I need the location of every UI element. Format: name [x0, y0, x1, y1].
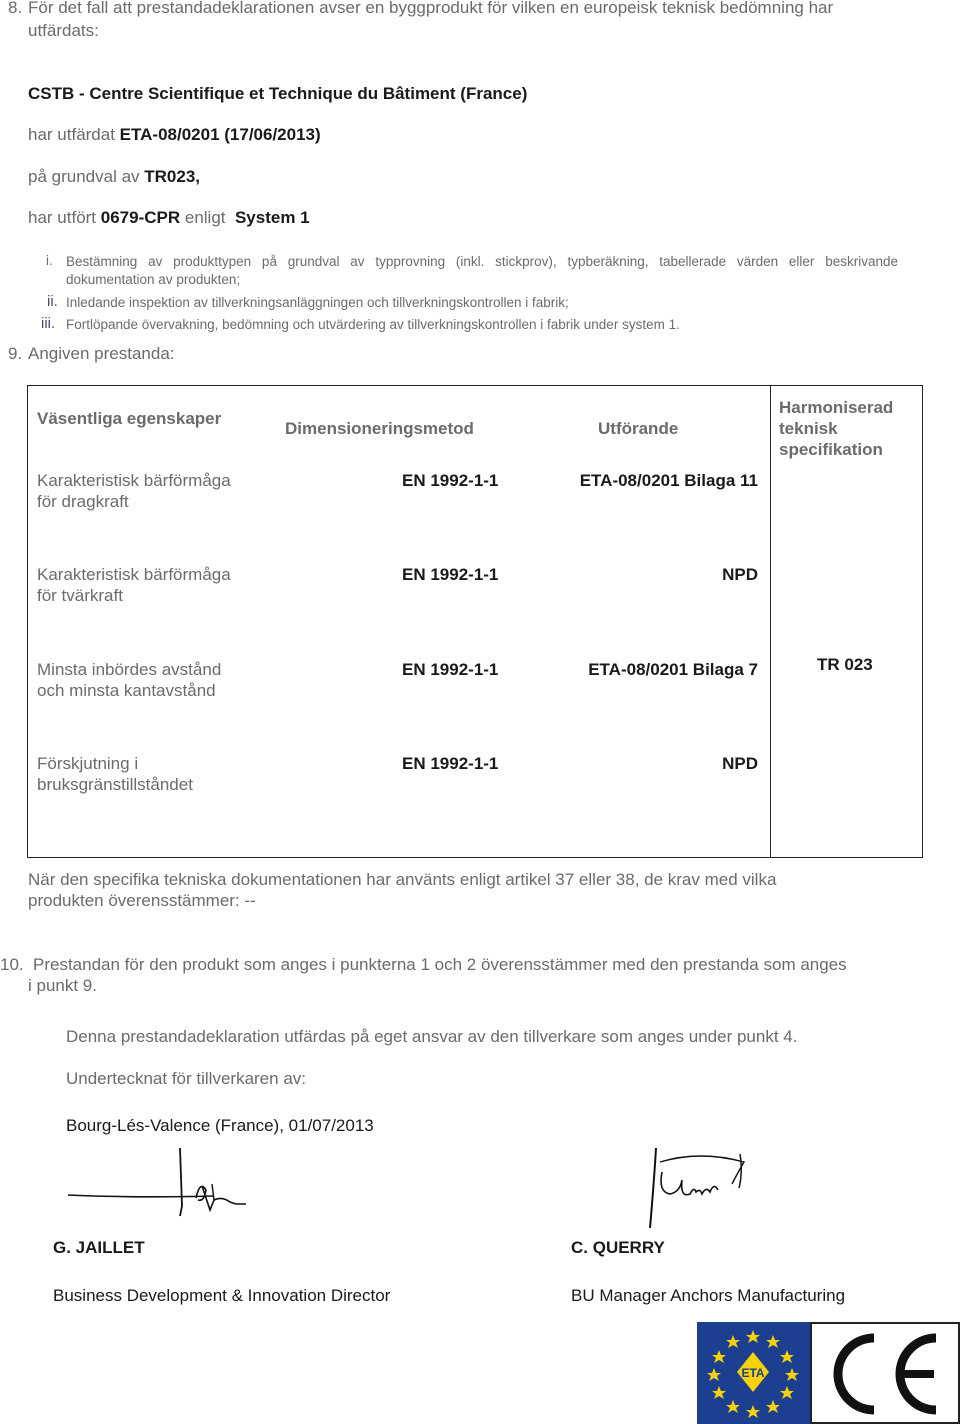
row-1-property-line2: för dragkraft — [37, 492, 129, 511]
section-9-title: Angiven prestanda: — [28, 344, 175, 363]
ce-mark-icon — [812, 1324, 958, 1422]
section-10-line1: Prestandan för den produkt som anges i punkterna 1 och 2 överensstämmer med den prestanda som anges — [33, 955, 847, 974]
row-3-property-line1: Minsta inbördes avstånd — [37, 660, 222, 679]
row-2-property-line2: för tvärkraft — [37, 586, 123, 605]
eta-logo — [697, 1322, 810, 1424]
row-3-property-line2: och minsta kantavstånd — [37, 681, 216, 700]
signature-querry — [640, 1142, 760, 1237]
row-3-performance: ETA-08/0201 Bilaga 7 — [588, 660, 758, 679]
section-8-intro-line1: För det fall att prestandadeklarationen avser en byggprodukt för vilken en europeisk teknisk bedömning har — [28, 0, 834, 17]
row-3-method: EN 1992-1-1 — [402, 660, 499, 679]
specific-documentation-note-line1: När den specifika tekniska dokumentationen har använts enligt artikel 37 eller 38, de krav med vilka — [28, 870, 777, 889]
header-essential-characteristics: Väsentliga egenskaper — [37, 409, 222, 428]
row-4-property-line2: bruksgränstillståndet — [37, 775, 193, 794]
issued-line — [28, 125, 321, 145]
basis-line — [28, 167, 200, 187]
specific-documentation-note-line2: produkten överensstämmer: -- — [28, 891, 256, 910]
place-and-date: Bourg-Lés-Valence (France), 01/07/2013 — [66, 1116, 374, 1135]
item-i-line1: Bestämning av produkttypen på grundval av typprovning (inkl. stickprov), typberäkning, tabellerade värden eller beskrivande — [66, 254, 898, 269]
header-performance: Utförande — [598, 419, 679, 438]
system-value: System 1 — [234, 208, 310, 227]
signature-jaillet — [64, 1140, 284, 1225]
signatory-2-name: C. QUERRY — [571, 1238, 665, 1257]
header-hts-line2: teknisk — [779, 419, 838, 438]
section-9-number: 9. — [8, 344, 23, 363]
assessment-body: CSTB - Centre Scientifique et Technique du Bâtiment (France) — [28, 84, 528, 103]
section-8-number: 8. — [8, 0, 23, 17]
eta-number: ETA-08/0201 (17/06/2013) — [119, 125, 321, 144]
section-10-number: 10. — [0, 955, 24, 974]
header-hts-line3: specifikation — [779, 440, 883, 459]
row-1-performance: ETA-08/0201 Bilaga 11 — [579, 471, 758, 490]
row-2-performance: NPD — [722, 565, 758, 584]
signatory-1-name: G. JAILLET — [53, 1238, 145, 1257]
header-hts-line1: Harmoniserad — [779, 398, 894, 417]
table-divider — [770, 386, 771, 857]
harmonised-spec: TR 023 — [817, 655, 873, 674]
item-iii-line1: Fortlöpande övervakning, bedömning och utvärdering av tillverkningskontrollen i fabrik under system 1. — [66, 317, 680, 332]
row-2-method: EN 1992-1-1 — [402, 565, 499, 584]
eu-stars-icon — [697, 1322, 810, 1424]
basis-prefix: på grundval av — [28, 167, 145, 186]
performance-table — [27, 385, 923, 858]
item-iii-number: iii. — [41, 315, 56, 332]
section-8-intro-line2: utfärdats: — [28, 21, 99, 40]
row-4-performance: NPD — [722, 754, 758, 773]
item-i-number: i. — [46, 253, 53, 268]
performed-prefix: har utfört — [28, 208, 101, 227]
section-10-line2: i punkt 9. — [28, 976, 97, 995]
signatory-2-title: BU Manager Anchors Manufacturing — [571, 1286, 846, 1305]
item-ii-number: ii. — [47, 293, 58, 310]
issued-prefix: har utfärdat — [28, 125, 120, 144]
signed-for-label: Undertecknat för tillverkaren av: — [66, 1069, 306, 1088]
performed-mid: enligt — [180, 208, 235, 227]
row-4-property-line1: Förskjutning i — [37, 754, 139, 773]
row-4-method: EN 1992-1-1 — [402, 754, 499, 773]
responsibility-statement: Denna prestandadeklaration utfärdas på eget ansvar av den tillverkare som anges under punkt 4. — [66, 1027, 798, 1046]
row-2-property-line1: Karakteristisk bärförmåga — [37, 565, 231, 584]
ce-mark — [810, 1322, 960, 1424]
signatory-1-title: Business Development & Innovation Director — [53, 1286, 391, 1305]
performed-line — [28, 208, 310, 228]
notified-body-number: 0679-CPR — [100, 208, 181, 227]
header-design-method: Dimensioneringsmetod — [285, 419, 474, 438]
row-1-property-line1: Karakteristisk bärförmåga — [37, 471, 231, 490]
eta-logo-text: ETA — [741, 1366, 765, 1380]
row-1-method: EN 1992-1-1 — [402, 471, 499, 490]
basis-value: TR023, — [144, 167, 200, 186]
item-ii-line1: Inledande inspektion av tillverkningsanläggningen och tillverkningskontrollen i fabrik; — [66, 295, 569, 310]
item-i-line2: dokumentation av produkten; — [66, 272, 241, 287]
